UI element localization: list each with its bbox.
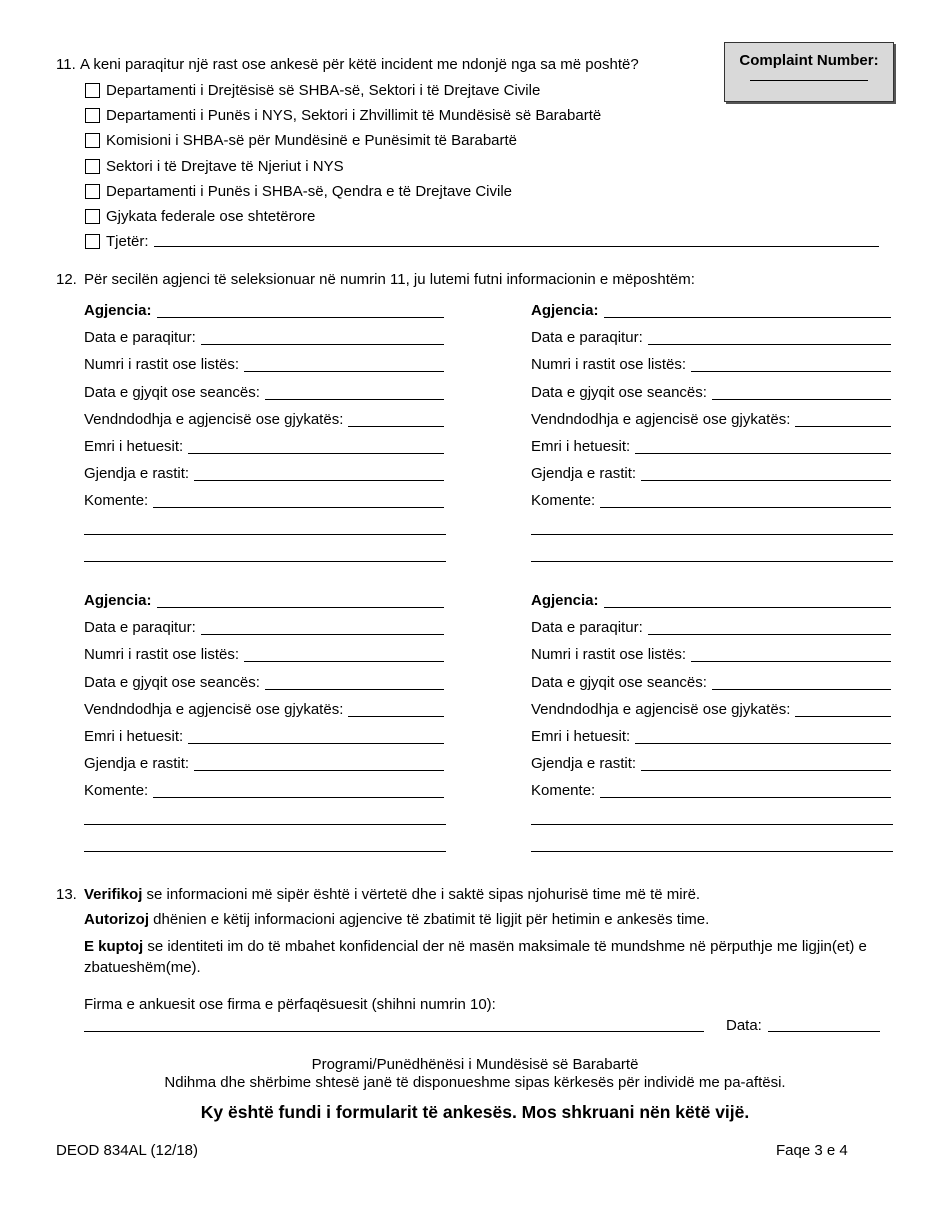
agency-field-label-case-number: Numri i rastit ose listës: bbox=[531, 646, 687, 663]
agency-field-label-date-filed: Data e paraqitur: bbox=[531, 329, 643, 346]
q13-authorize-line bbox=[84, 911, 709, 929]
agency-field-label-agency: Agjencia: bbox=[84, 592, 152, 609]
q11-option-label: Sektori i të Drejtave të Njeriut i NYS bbox=[106, 158, 344, 175]
agency-field-label-location: Vendndodhja e agjencisë ose gjykatës: bbox=[84, 411, 344, 428]
agency-field-input-hearing-date[interactable] bbox=[265, 689, 444, 690]
agency-field-label-case-number: Numri i rastit ose listës: bbox=[531, 356, 687, 373]
agency-field-input-date-filed[interactable] bbox=[201, 634, 444, 635]
agency-field-input-agency[interactable] bbox=[604, 607, 891, 608]
page-number: Faqe 3 e 4 bbox=[776, 1142, 848, 1159]
q11-option-label: Departamenti i Punës i SHBA-së, Qendra e të Drejtave Civile bbox=[106, 183, 513, 200]
agency-comment-line[interactable] bbox=[531, 534, 893, 535]
agency-field-label-comments: Komente: bbox=[84, 782, 149, 799]
agency-field-input-agency[interactable] bbox=[157, 607, 444, 608]
agency-field-input-hearing-date[interactable] bbox=[712, 689, 891, 690]
agency-field-label-hearing-date: Data e gjyqit ose seancës: bbox=[531, 674, 707, 691]
agency-field-input-case-number[interactable] bbox=[691, 371, 891, 372]
verify-keyword: Verifikoj bbox=[84, 886, 143, 903]
agency-comment-line[interactable] bbox=[531, 851, 893, 852]
agency-field-label-case-number: Numri i rastit ose listës: bbox=[84, 646, 240, 663]
q12-question: Për secilën agjenci të seleksionuar në numrin 11, ju lutemi futni informacionin e mëposhtëm: bbox=[84, 271, 695, 288]
agency-field-input-investigator[interactable] bbox=[188, 453, 444, 454]
program-title: Programi/Punëdhënësi i Mundësisë së Barabartë bbox=[311, 1056, 639, 1073]
agency-field-label-hearing-date: Data e gjyqit ose seancës: bbox=[531, 384, 707, 401]
agency-field-label-agency: Agjencia: bbox=[531, 302, 599, 319]
agency-comment-line[interactable] bbox=[84, 851, 446, 852]
agency-field-input-comments[interactable] bbox=[600, 507, 891, 508]
agency-field-label-status: Gjendja e rastit: bbox=[531, 755, 637, 772]
understand-keyword: E kuptoj bbox=[84, 938, 144, 955]
q11-option-label: Tjetër: bbox=[106, 233, 149, 250]
agency-field-label-location: Vendndodhja e agjencisë ose gjykatës: bbox=[84, 701, 344, 718]
agency-field-label-investigator: Emri i hetuesit: bbox=[531, 728, 631, 745]
agency-field-input-comments[interactable] bbox=[153, 797, 444, 798]
agency-comment-line[interactable] bbox=[84, 534, 446, 535]
agency-field-label-status: Gjendja e rastit: bbox=[531, 465, 637, 482]
agency-field-input-status[interactable] bbox=[641, 770, 891, 771]
agency-field-input-case-number[interactable] bbox=[691, 661, 891, 662]
q11-option-checkbox[interactable] bbox=[85, 234, 100, 249]
authorize-text: dhënien e këtij informacioni agjencive të zbatimit të ligjit për hetimin e ankesës time. bbox=[149, 911, 710, 928]
agency-field-label-hearing-date: Data e gjyqit ose seancës: bbox=[84, 674, 260, 691]
assistance-notice: Ndihma dhe shërbime shtesë janë të disponueshme sipas kërkesës për individë me pa-aftësi. bbox=[164, 1074, 786, 1091]
agency-field-label-location: Vendndodhja e agjencisë ose gjykatës: bbox=[531, 411, 791, 428]
agency-field-label-date-filed: Data e paraqitur: bbox=[531, 619, 643, 636]
agency-field-label-hearing-date: Data e gjyqit ose seancës: bbox=[84, 384, 260, 401]
agency-field-input-investigator[interactable] bbox=[188, 743, 444, 744]
q12-number: 12. bbox=[56, 271, 77, 288]
q11-option-label: Gjykata federale ose shtetërore bbox=[106, 208, 316, 225]
agency-field-label-comments: Komente: bbox=[531, 782, 596, 799]
agency-field-label-agency: Agjencia: bbox=[531, 592, 599, 609]
q11-option-checkbox[interactable] bbox=[85, 83, 100, 98]
agency-field-label-investigator: Emri i hetuesit: bbox=[531, 438, 631, 455]
agency-field-input-comments[interactable] bbox=[153, 507, 444, 508]
end-of-form-notice: Ky është fundi i formularit të ankesës. Mos shkruani nën këtë vijë. bbox=[200, 1102, 750, 1122]
q11-option-label: Departamenti i Drejtësisë së SHBA-së, Sektori i të Drejtave Civile bbox=[106, 82, 541, 99]
agency-field-input-location[interactable] bbox=[348, 716, 444, 717]
q11-option-checkbox[interactable] bbox=[85, 209, 100, 224]
agency-field-input-agency[interactable] bbox=[604, 317, 891, 318]
agency-field-input-status[interactable] bbox=[194, 770, 444, 771]
agency-comment-line[interactable] bbox=[84, 824, 446, 825]
agency-field-label-status: Gjendja e rastit: bbox=[84, 465, 190, 482]
agency-field-label-investigator: Emri i hetuesit: bbox=[84, 438, 184, 455]
form-id: DEOD 834AL (12/18) bbox=[56, 1142, 199, 1159]
q11-option-label: Komisioni i SHBA-së për Mundësinë e Punësimit të Barabartë bbox=[106, 132, 518, 149]
agency-field-input-agency[interactable] bbox=[157, 317, 444, 318]
agency-comment-line[interactable] bbox=[531, 824, 893, 825]
agency-field-input-status[interactable] bbox=[194, 480, 444, 481]
q11-option-checkbox[interactable] bbox=[85, 108, 100, 123]
agency-field-label-location: Vendndodhja e agjencisë ose gjykatës: bbox=[531, 701, 791, 718]
agency-comment-line[interactable] bbox=[84, 561, 446, 562]
q11-option-label: Departamenti i Punës i NYS, Sektori i Zhvillimit të Mundësisë së Barabartë bbox=[106, 107, 602, 124]
complaint-number-label: Complaint Number: bbox=[739, 52, 879, 69]
agency-field-input-investigator[interactable] bbox=[635, 743, 891, 744]
q11-option-checkbox[interactable] bbox=[85, 133, 100, 148]
agency-field-input-date-filed[interactable] bbox=[201, 344, 444, 345]
agency-field-input-location[interactable] bbox=[348, 426, 444, 427]
agency-field-input-hearing-date[interactable] bbox=[265, 399, 444, 400]
complaint-number-field[interactable] bbox=[750, 79, 868, 81]
agency-field-label-comments: Komente: bbox=[531, 492, 596, 509]
signature-date-field[interactable] bbox=[768, 1031, 880, 1032]
understand-text: se identiteti im do të mbahet konfidencial der në masën maksimale të mundshme në përputhje me ligjin(et) e zbatueshëm(me). bbox=[84, 938, 867, 976]
signature-label: Firma e ankuesit ose firma e përfaqësuesit (shihni numrin 10): bbox=[84, 996, 496, 1013]
q13-understand-line bbox=[84, 936, 899, 978]
q11-question: A keni paraqitur një rast ose ankesë për këtë incident me ndonjë nga sa më poshtë? bbox=[80, 56, 639, 73]
verify-text: se informacioni më sipër është i vërtetë dhe i saktë sipas njohurisë time më të mirë. bbox=[142, 886, 701, 903]
agency-field-input-investigator[interactable] bbox=[635, 453, 891, 454]
agency-field-input-hearing-date[interactable] bbox=[712, 399, 891, 400]
agency-field-input-comments[interactable] bbox=[600, 797, 891, 798]
q11-option-checkbox[interactable] bbox=[85, 159, 100, 174]
agency-field-label-date-filed: Data e paraqitur: bbox=[84, 619, 196, 636]
agency-field-input-case-number[interactable] bbox=[244, 371, 444, 372]
date-label: Data: bbox=[726, 1017, 762, 1034]
agency-field-label-date-filed: Data e paraqitur: bbox=[84, 329, 196, 346]
agency-field-input-location[interactable] bbox=[795, 426, 891, 427]
q11-number: 11. bbox=[56, 56, 76, 73]
agency-field-label-case-number: Numri i rastit ose listës: bbox=[84, 356, 240, 373]
signature-field[interactable] bbox=[84, 1031, 704, 1032]
agency-field-label-status: Gjendja e rastit: bbox=[84, 755, 190, 772]
agency-field-input-case-number[interactable] bbox=[244, 661, 444, 662]
complaint-number-box bbox=[724, 42, 894, 102]
q11-option-checkbox[interactable] bbox=[85, 184, 100, 199]
agency-field-label-comments: Komente: bbox=[84, 492, 149, 509]
authorize-keyword: Autorizoj bbox=[84, 911, 149, 928]
agency-field-input-date-filed[interactable] bbox=[648, 344, 891, 345]
q13-verify-line bbox=[84, 886, 700, 904]
agency-field-input-status[interactable] bbox=[641, 480, 891, 481]
agency-field-input-location[interactable] bbox=[795, 716, 891, 717]
agency-field-input-date-filed[interactable] bbox=[648, 634, 891, 635]
agency-field-label-agency: Agjencia: bbox=[84, 302, 152, 319]
agency-field-label-investigator: Emri i hetuesit: bbox=[84, 728, 184, 745]
agency-comment-line[interactable] bbox=[531, 561, 893, 562]
q13-number: 13. bbox=[56, 886, 77, 903]
q11-other-field[interactable] bbox=[154, 246, 879, 247]
